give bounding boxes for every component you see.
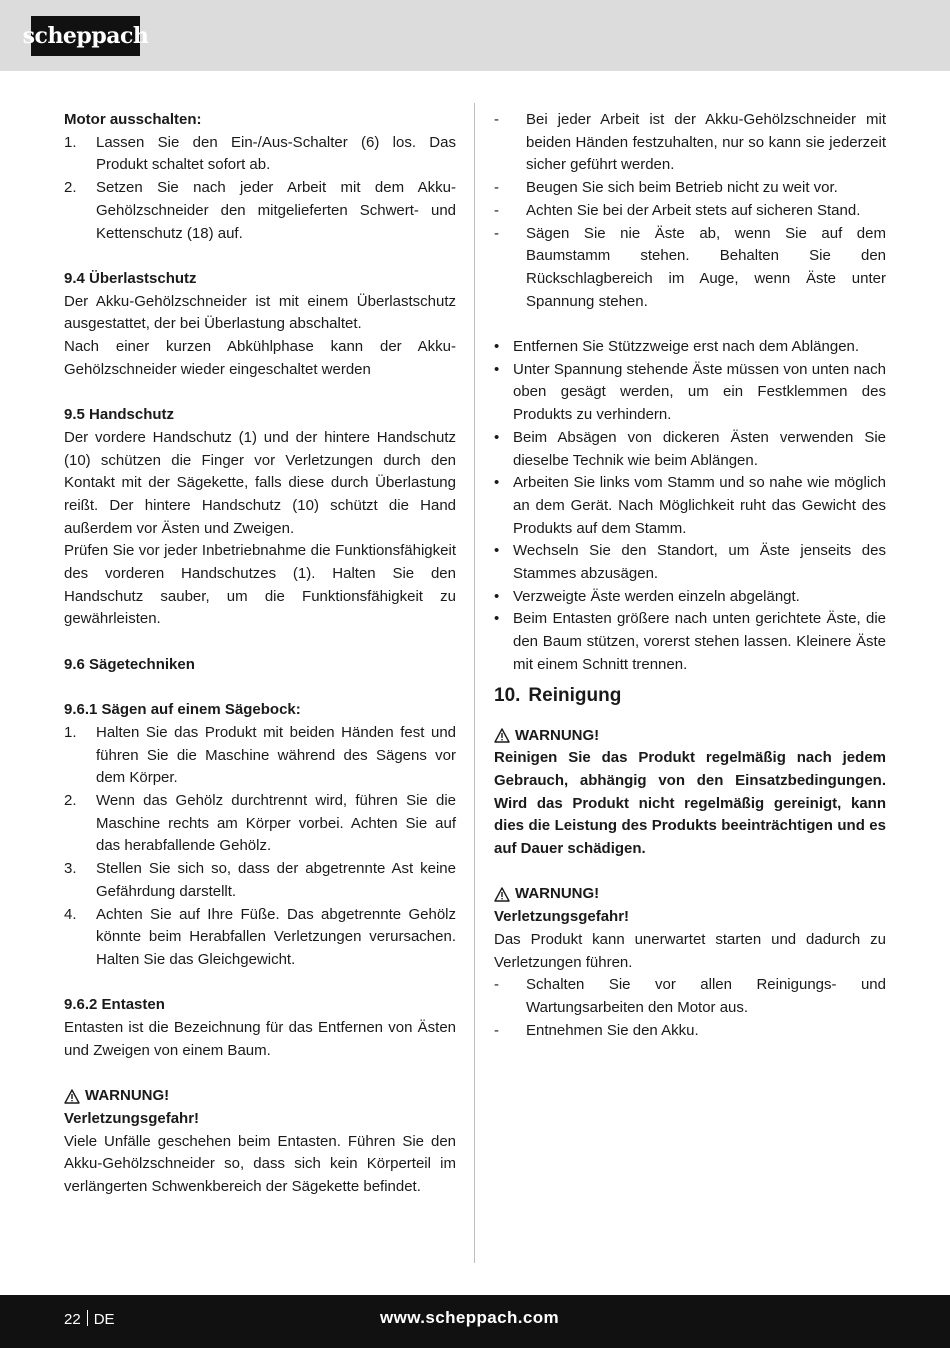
- delimb-heading: 9.6.2 Entasten: [64, 996, 165, 1014]
- scheppach-logo: scheppach: [31, 16, 140, 56]
- language-code: DE: [93, 1311, 115, 1328]
- list-item: [64, 790, 456, 858]
- list-item: • Verzweigte Äste werden einzeln abgelängt.: [494, 587, 800, 605]
- list-item: - Entnehmen Sie den Akku.: [494, 1021, 699, 1039]
- list-item: • Wechseln Sie den Standort, um Äste jenseits des Stammes abzusägen.: [494, 542, 886, 583]
- warning-heading: [494, 725, 886, 748]
- sawhorse-steps: [64, 722, 456, 972]
- cleaning-warning-text: Reinigen Sie das Produkt regelmäßig nach jedem Gebrauch, abhängig von den Einsatzbedingungen. Wird das Produkt nicht regelmäßig gereinigt, kann dies die Leistung des Produkts beeinträchtigen und es auf Dauer schädigen.: [494, 749, 886, 858]
- warning-heading: [64, 1085, 456, 1108]
- step-number: 3.: [64, 860, 77, 878]
- warning-triangle-icon: [494, 728, 510, 743]
- list-item: - Schalten Sie vor allen Reinigungs- und Wartungsarbeiten den Motor aus.: [494, 976, 886, 1016]
- column-divider: [474, 103, 475, 1263]
- warning-text: Das Produkt kann unerwartet starten und dadurch zu Verletzungen führen.: [494, 930, 886, 971]
- list-item: - Sägen Sie nie Äste ab, wenn Sie auf dem Baumstamm stehen. Behalten Sie den Rückschlagbereich im Auge, wenn Äste unter Spannung stehen.: [494, 224, 886, 310]
- warning-label: WARNUNG!: [515, 885, 600, 903]
- step-text: Achten Sie auf Ihre Füße. Das abgetrennte Gehölz könnte beim Herabfallen Verletzungen verursachen. Halten Sie das Gleichgewicht.: [96, 905, 456, 968]
- motor-off-heading: Motor ausschalten:: [64, 111, 202, 128]
- chapter-number: 10.: [494, 684, 521, 706]
- footer-separator: [87, 1310, 88, 1326]
- list-item-text: Arbeiten Sie links vom Stamm und so nahe wie möglich an dem Gerät. Nach Möglichkeit ruht das Gewicht des Produkts auf dem Stamm.: [513, 474, 886, 537]
- left-column: [64, 109, 456, 1199]
- list-item-text: Schalten Sie vor allen Reinigungs- und Wartungsarbeiten den Motor aus.: [526, 976, 886, 1016]
- list-item: [64, 858, 456, 903]
- list-item: • Beim Entasten größere nach unten gerichtete Äste, die den Baum stützen, vorerst stehen lassen. Kleinere Äste mit einem Schnitt trennen.: [494, 610, 886, 673]
- list-item: - Achten Sie bei der Arbeit stets auf sicheren Stand.: [494, 201, 861, 219]
- list-item: [64, 904, 456, 972]
- list-item-text: Verzweigte Äste werden einzeln abgelängt.: [513, 587, 800, 605]
- page-number-value: 22: [64, 1311, 81, 1328]
- warning-text: Viele Unfälle geschehen beim Entasten. Führen Sie den Akku-Gehölzschneider so, dass sich kein Körperteil im verlängerten Schwenkbereich der Sägekette befindet.: [64, 1132, 456, 1195]
- step-text: Halten Sie das Produkt mit beiden Händen fest und führen Sie die Maschine während des Sägens vor dem Körper.: [96, 723, 456, 787]
- list-item: • Beim Absägen von dickeren Ästen verwenden Sie dieselbe Technik wie beim Ablängen.: [494, 428, 886, 469]
- step-text: Wenn das Gehölz durchtrennt wird, führen Sie die Maschine rechts am Körper vorbei. Achten Sie auf das herabfallende Gehölz.: [96, 792, 456, 855]
- step-text: Setzen Sie nach jeder Arbeit mit dem Akku-Gehölzschneider den mitgelieferten Schwert- und Kettenschutz (18) auf.: [96, 179, 456, 242]
- list-item-text: Bei jeder Arbeit ist der Akku-Gehölzschneider mit beiden Händen festzuhalten, nur so kann sie jederzeit sicher geführt werden.: [526, 111, 886, 174]
- list-item: - Beugen Sie sich beim Betrieb nicht zu weit vor.: [494, 179, 838, 197]
- list-item-text: Achten Sie bei der Arbeit stets auf sicheren Stand.: [526, 201, 861, 219]
- list-item: [64, 722, 456, 790]
- warning-subtitle: Verletzungsgefahr!: [494, 908, 630, 926]
- handguard-paragraph-1: Der vordere Handschutz (1) und der hintere Handschutz (10) schützen die Finger vor Verletzungen durch den Kontakt mit der Sägekette, falls diese durch Überlastung reißt. Der hintere Handschutz (10) schützt die Hand außerdem vor Ästen und Zweigen.: [64, 428, 456, 537]
- dash-list: [494, 109, 886, 313]
- list-item-text: Wechseln Sie den Standort, um Äste jenseits des Stammes abzusägen.: [513, 542, 886, 583]
- handguard-heading: 9.5 Handschutz: [64, 406, 175, 424]
- list-item-text: Unter Spannung stehende Äste müssen von unten nach oben gesägt werden, um ein Festklemmen des Produkts zu verhindern.: [513, 360, 886, 424]
- website-url: www.scheppach.com: [380, 1308, 560, 1327]
- bullet-list: [494, 336, 886, 677]
- step-number: 4.: [64, 905, 77, 923]
- step-text: Stellen Sie sich so, dass der abgetrennte Ast keine Gefährdung darstellt.: [96, 860, 456, 900]
- step-number: 1.: [64, 723, 77, 741]
- step-text: Lassen Sie den Ein-/Aus-Schalter (6) los. Das Produkt schaltet sofort ab.: [96, 133, 456, 174]
- list-item-text: Beim Entasten größere nach unten gerichtete Äste, die den Baum stützen, vorerst stehen lassen. Kleinere Äste mit einem Schnitt trennen.: [513, 610, 886, 673]
- list-item-text: Sägen Sie nie Äste ab, wenn Sie auf dem Baumstamm stehen. Behalten Sie den Rückschlagbereich im Auge, wenn Äste unter Spannung stehen.: [526, 224, 886, 310]
- warning-heading: [494, 883, 886, 906]
- list-item: • Entfernen Sie Stützzweige erst nach dem Ablängen.: [494, 338, 860, 356]
- step-number: 2.: [64, 179, 77, 197]
- list-item: - Bei jeder Arbeit ist der Akku-Gehölzschneider mit beiden Händen festzuhalten, nur so kann sie jederzeit sicher geführt werden.: [494, 111, 886, 174]
- list-item-text: Beim Absägen von dickeren Ästen verwenden Sie dieselbe Technik wie beim Ablängen.: [513, 428, 886, 469]
- warning-label: WARNUNG!: [515, 726, 600, 744]
- warning-triangle-icon: [64, 1089, 80, 1104]
- list-item: • Unter Spannung stehende Äste müssen von unten nach oben gesägt werden, um ein Festklemmen des Produkts zu verhindern.: [494, 360, 886, 424]
- list-item-text: Beugen Sie sich beim Betrieb nicht zu weit vor.: [526, 179, 838, 197]
- overload-paragraph-2: Nach einer kurzen Abkühlphase kann der Akku-Gehölzschneider wieder eingeschaltet werden: [64, 338, 456, 378]
- overload-heading: 9.4 Überlastschutz: [64, 269, 197, 287]
- overload-paragraph-1: Der Akku-Gehölzschneider ist mit einem Überlastschutz ausgestattet, der bei Überlastung abschaltet.: [64, 292, 456, 333]
- chapter-heading: [494, 681, 886, 711]
- page-number: [64, 1309, 115, 1332]
- list-item-text: Entnehmen Sie den Akku.: [526, 1021, 699, 1039]
- warning-subtitle: Verletzungsgefahr!: [64, 1109, 200, 1127]
- cleaning-dash-list: [494, 974, 886, 1042]
- footer-bar: [0, 1295, 950, 1348]
- step-number: 1.: [64, 133, 77, 151]
- chapter-title: Reinigung: [528, 684, 622, 706]
- right-column: [494, 109, 886, 1042]
- saw-techniques-heading: 9.6 Sägetechniken: [64, 655, 195, 673]
- warning-triangle-icon: [494, 887, 510, 902]
- list-item: [64, 132, 456, 177]
- motor-off-steps: [64, 132, 456, 246]
- list-item: [64, 177, 456, 245]
- list-item: • Arbeiten Sie links vom Stamm und so nahe wie möglich an dem Gerät. Nach Möglichkeit ruht das Gewicht des Produkts auf dem Stamm.: [494, 474, 886, 537]
- list-item-text: Entfernen Sie Stützzweige erst nach dem Ablängen.: [513, 338, 860, 356]
- warning-label: WARNUNG!: [85, 1087, 170, 1105]
- header-bar: [0, 0, 950, 71]
- handguard-paragraph-2: Prüfen Sie vor jeder Inbetriebnahme die Funktionsfähigkeit des vorderen Handschutzes (1). Halten Sie den Handschutz sauber, um die Funktionsfähigkeit zu gewährleisten.: [64, 542, 456, 628]
- delimb-paragraph: Entasten ist die Bezeichnung für das Entfernen von Ästen und Zweigen von einem Baum.: [64, 1019, 456, 1059]
- step-number: 2.: [64, 792, 77, 810]
- sawhorse-heading: 9.6.1 Sägen auf einem Sägebock:: [64, 701, 301, 719]
